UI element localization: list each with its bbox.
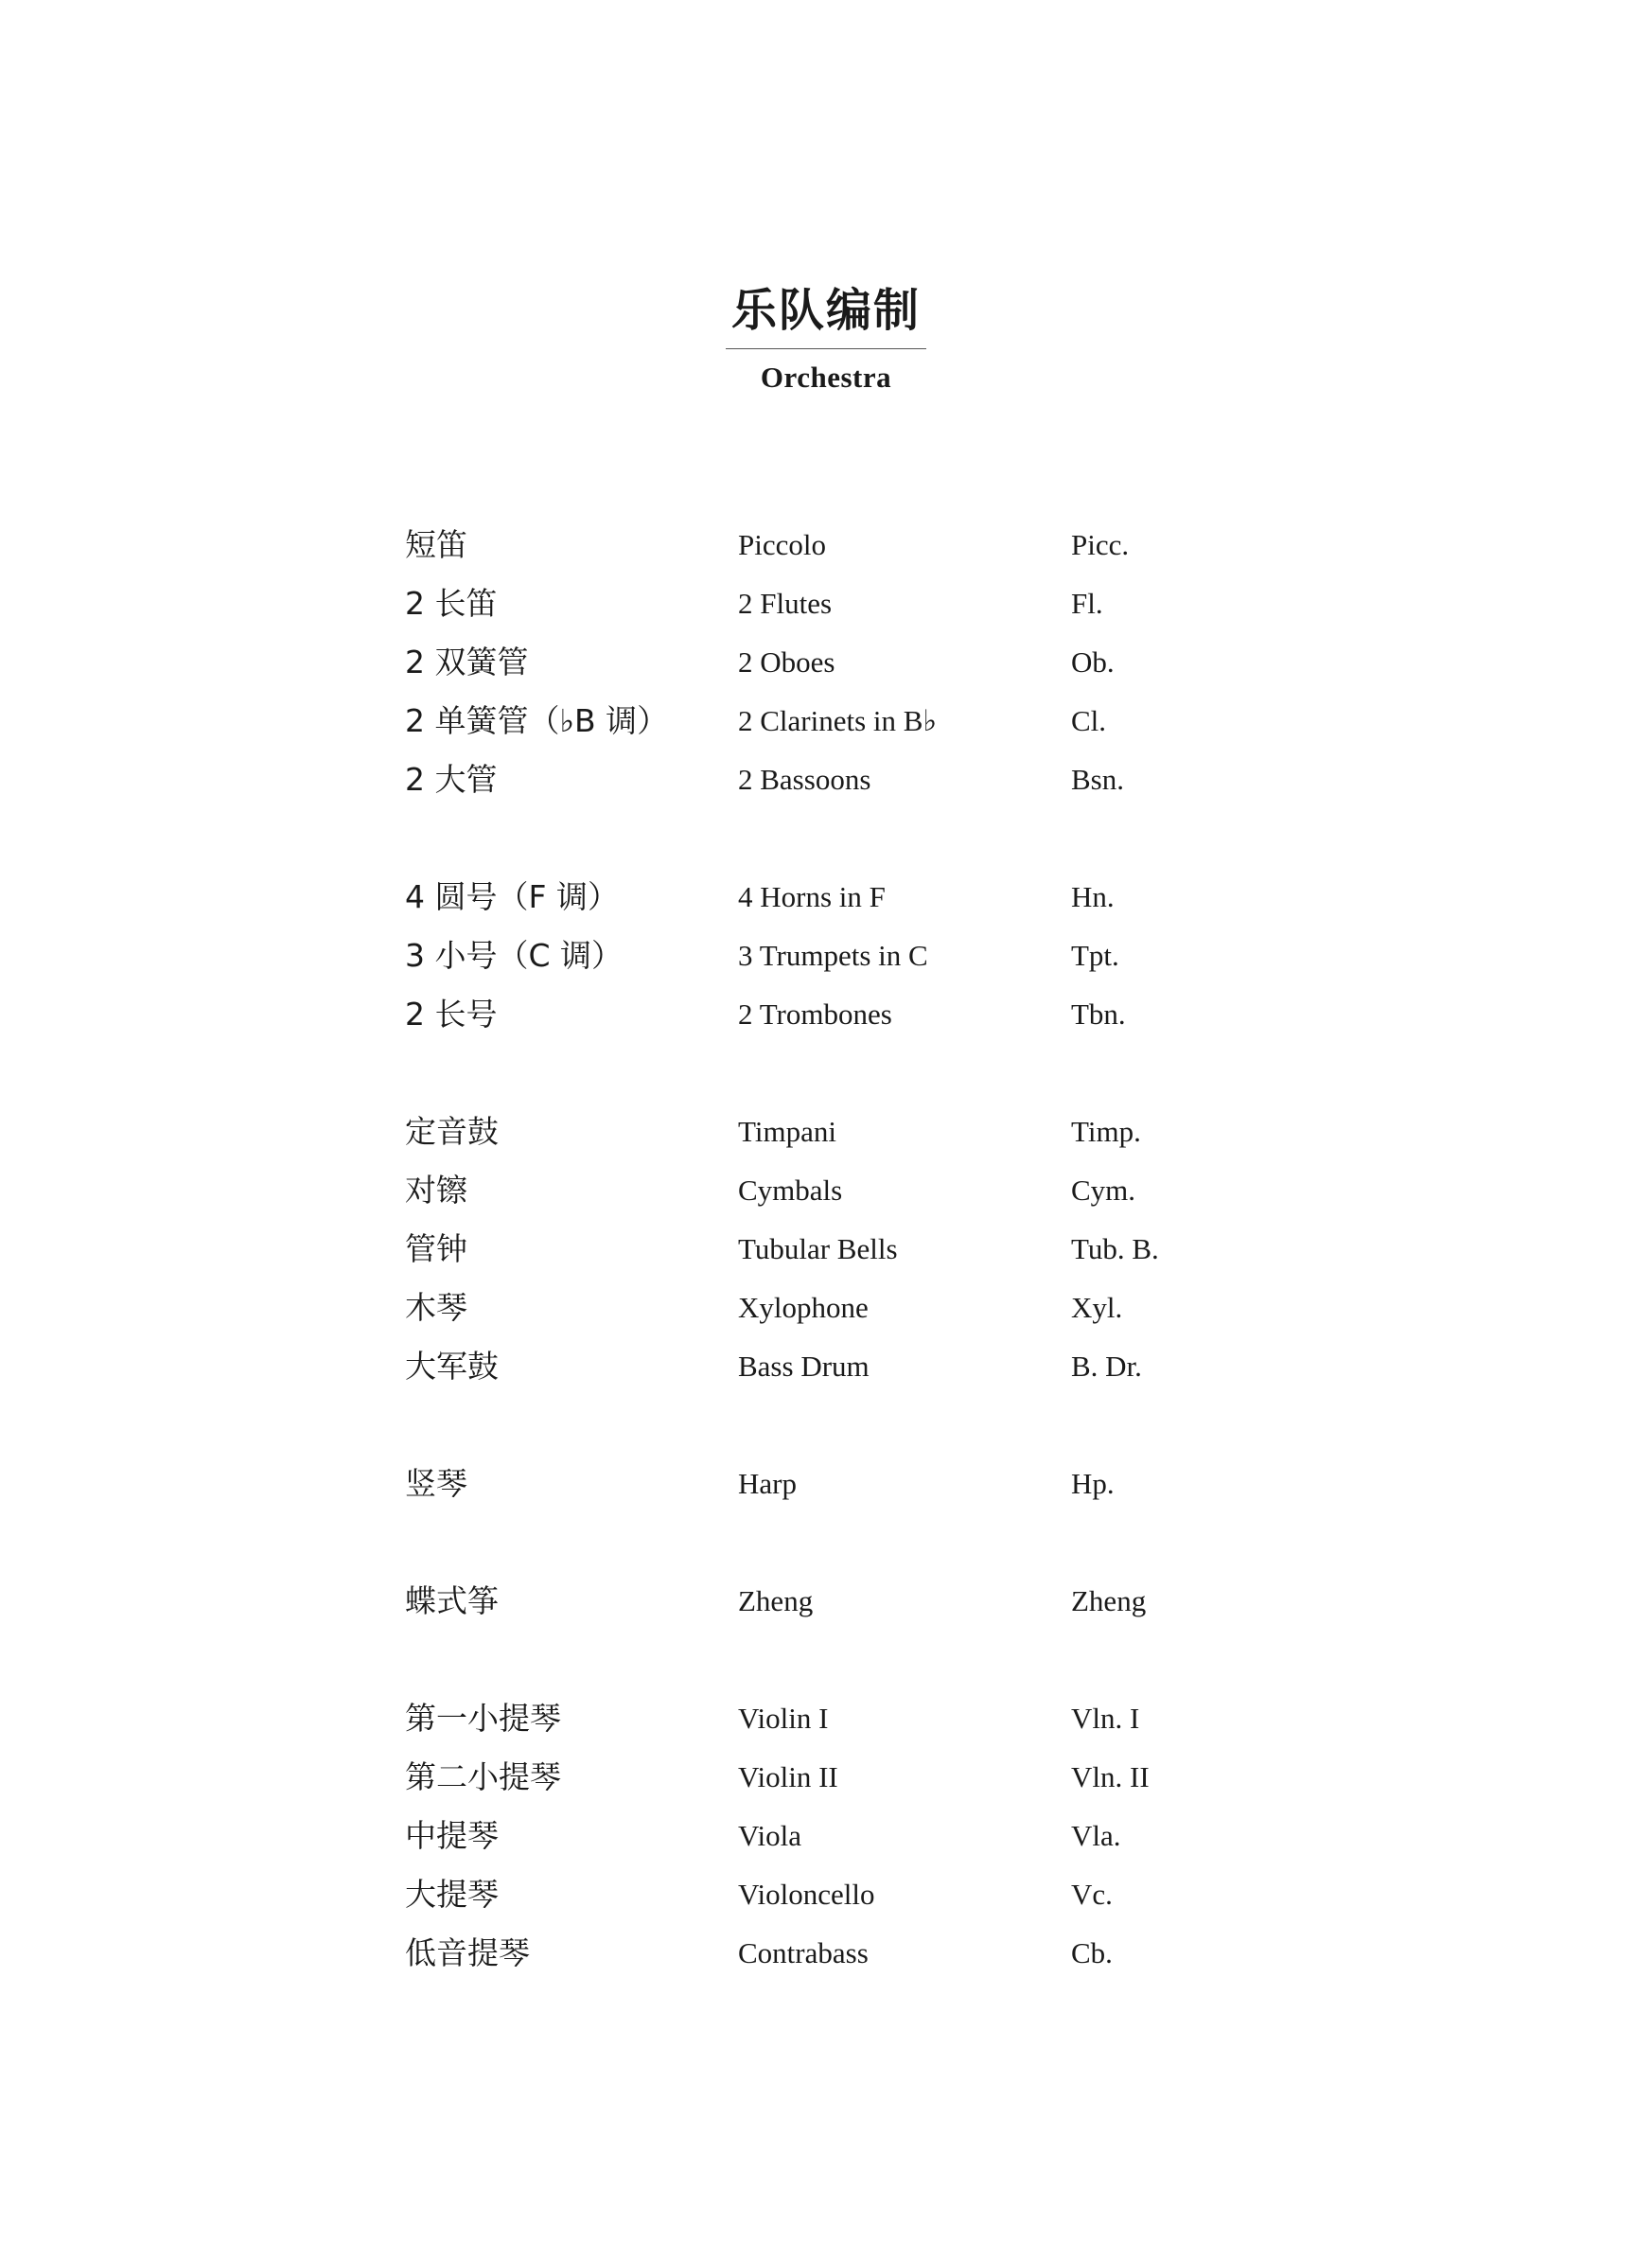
- instrument-row: [0, 643, 1652, 701]
- instrument-name-cn: 第一小提琴: [405, 1700, 561, 1737]
- instrument-name-cn: 短笛: [405, 526, 467, 563]
- instrument-abbreviation: B. Dr.: [1071, 1350, 1142, 1383]
- instrument-name-en: 2 Clarinets in B♭: [738, 704, 938, 737]
- instrument-name-cn: 定音鼓: [405, 1113, 499, 1150]
- instrument-abbreviation: Hn.: [1071, 880, 1115, 913]
- instrument-name-en: Contrabass: [738, 1936, 869, 1969]
- instrument-row: [0, 1229, 1652, 1288]
- instrument-name-cn: 对镲: [405, 1172, 467, 1209]
- instrument-name-cn: 蝶式筝: [405, 1582, 499, 1619]
- instrument-abbreviation: Vln. I: [1071, 1702, 1140, 1735]
- instrument-name-en: Bass Drum: [738, 1350, 870, 1383]
- harp-group: [0, 1464, 1652, 1523]
- instrument-name-en: Violin II: [738, 1760, 838, 1793]
- instrument-row: [0, 936, 1652, 995]
- instrument-row: [0, 995, 1652, 1053]
- instrument-name-cn: 低音提琴: [405, 1934, 530, 1971]
- instrument-abbreviation: Vla.: [1071, 1819, 1121, 1852]
- instrument-row: [0, 1464, 1652, 1523]
- percussion-group: [0, 1112, 1652, 1405]
- instrument-name-en: 2 Oboes: [738, 645, 835, 679]
- instrument-name-en: Xylophone: [738, 1291, 869, 1324]
- instrument-row: [0, 1757, 1652, 1816]
- instrument-name-en: Timpani: [738, 1115, 836, 1148]
- instrument-name-cn: 大军鼓: [405, 1348, 499, 1385]
- instrument-abbreviation: Timp.: [1071, 1115, 1141, 1148]
- instrument-name-en: Viola: [738, 1819, 802, 1852]
- instrument-abbreviation: Vln. II: [1071, 1760, 1150, 1793]
- instrument-name-cn: 管钟: [405, 1230, 467, 1267]
- instrument-row: [0, 525, 1652, 584]
- instrument-name-cn: 中提琴: [405, 1817, 499, 1854]
- instrument-row: [0, 1347, 1652, 1405]
- instrument-name-cn: 4 圆号（F 调）: [405, 878, 619, 915]
- page-subtitle: Orchestra: [760, 360, 892, 394]
- instrument-row: [0, 1112, 1652, 1171]
- instrument-abbreviation: Tub. B.: [1071, 1232, 1159, 1265]
- instrument-abbreviation: Picc.: [1071, 528, 1130, 561]
- instrument-name-en: Cymbals: [738, 1174, 843, 1207]
- instrument-abbreviation: Cl.: [1071, 704, 1107, 737]
- instrument-name-cn: 大提琴: [405, 1876, 499, 1913]
- instrument-list: [0, 525, 1652, 2051]
- instrument-row: [0, 1581, 1652, 1640]
- instrument-name-cn: 2 双簧管: [405, 644, 529, 680]
- instrument-name-cn: 3 小号（C 调）: [405, 937, 624, 974]
- instrument-row: [0, 1699, 1652, 1757]
- zheng-group: [0, 1581, 1652, 1640]
- instrument-row: [0, 877, 1652, 936]
- instrument-name-cn: 2 长笛: [405, 585, 498, 622]
- strings-group: [0, 1699, 1652, 1992]
- instrument-abbreviation: Zheng: [1071, 1584, 1147, 1617]
- instrument-abbreviation: Vc.: [1071, 1878, 1113, 1911]
- instrument-name-en: 2 Trombones: [738, 998, 892, 1031]
- instrument-abbreviation: Hp.: [1071, 1467, 1115, 1500]
- instrument-row: [0, 1875, 1652, 1933]
- instrument-row: [0, 1933, 1652, 1992]
- instrument-name-en: Violin I: [738, 1702, 829, 1735]
- instrument-abbreviation: Xyl.: [1071, 1291, 1123, 1324]
- instrument-name-cn: 2 单簧管（♭B 调）: [405, 702, 669, 739]
- instrument-name-en: Zheng: [738, 1584, 814, 1617]
- instrument-abbreviation: Bsn.: [1071, 763, 1124, 796]
- instrument-abbreviation: Fl.: [1071, 587, 1103, 620]
- instrument-name-en: 4 Horns in F: [738, 880, 886, 913]
- instrument-row: [0, 1816, 1652, 1875]
- instrument-name-cn: 竖琴: [405, 1465, 467, 1502]
- instrument-abbreviation: Ob.: [1071, 645, 1115, 679]
- instrument-name-en: 3 Trumpets in C: [738, 939, 928, 972]
- instrument-row: [0, 1171, 1652, 1229]
- woodwinds-group: [0, 525, 1652, 819]
- instrument-name-en: Piccolo: [738, 528, 826, 561]
- instrument-name-en: 2 Flutes: [738, 587, 833, 620]
- instrument-name-cn: 2 大管: [405, 761, 498, 798]
- instrument-row: [0, 760, 1652, 819]
- page-title: 乐队编制: [726, 284, 926, 349]
- instrument-name-en: Harp: [738, 1467, 797, 1500]
- brass-group: [0, 877, 1652, 1053]
- instrument-row: [0, 701, 1652, 760]
- instrument-name-cn: 2 长号: [405, 996, 498, 1033]
- instrument-abbreviation: Tpt.: [1071, 939, 1119, 972]
- instrument-name-en: Violoncello: [738, 1878, 875, 1911]
- title-block: [0, 284, 1652, 395]
- instrument-name-cn: 第二小提琴: [405, 1758, 561, 1795]
- instrument-row: [0, 584, 1652, 643]
- instrument-row: [0, 1288, 1652, 1347]
- instrument-name-cn: 木琴: [405, 1289, 467, 1326]
- instrument-abbreviation: Cb.: [1071, 1936, 1113, 1969]
- instrument-name-en: 2 Bassoons: [738, 763, 871, 796]
- instrument-name-en: Tubular Bells: [738, 1232, 898, 1265]
- instrument-abbreviation: Tbn.: [1071, 998, 1126, 1031]
- instrument-abbreviation: Cym.: [1071, 1174, 1136, 1207]
